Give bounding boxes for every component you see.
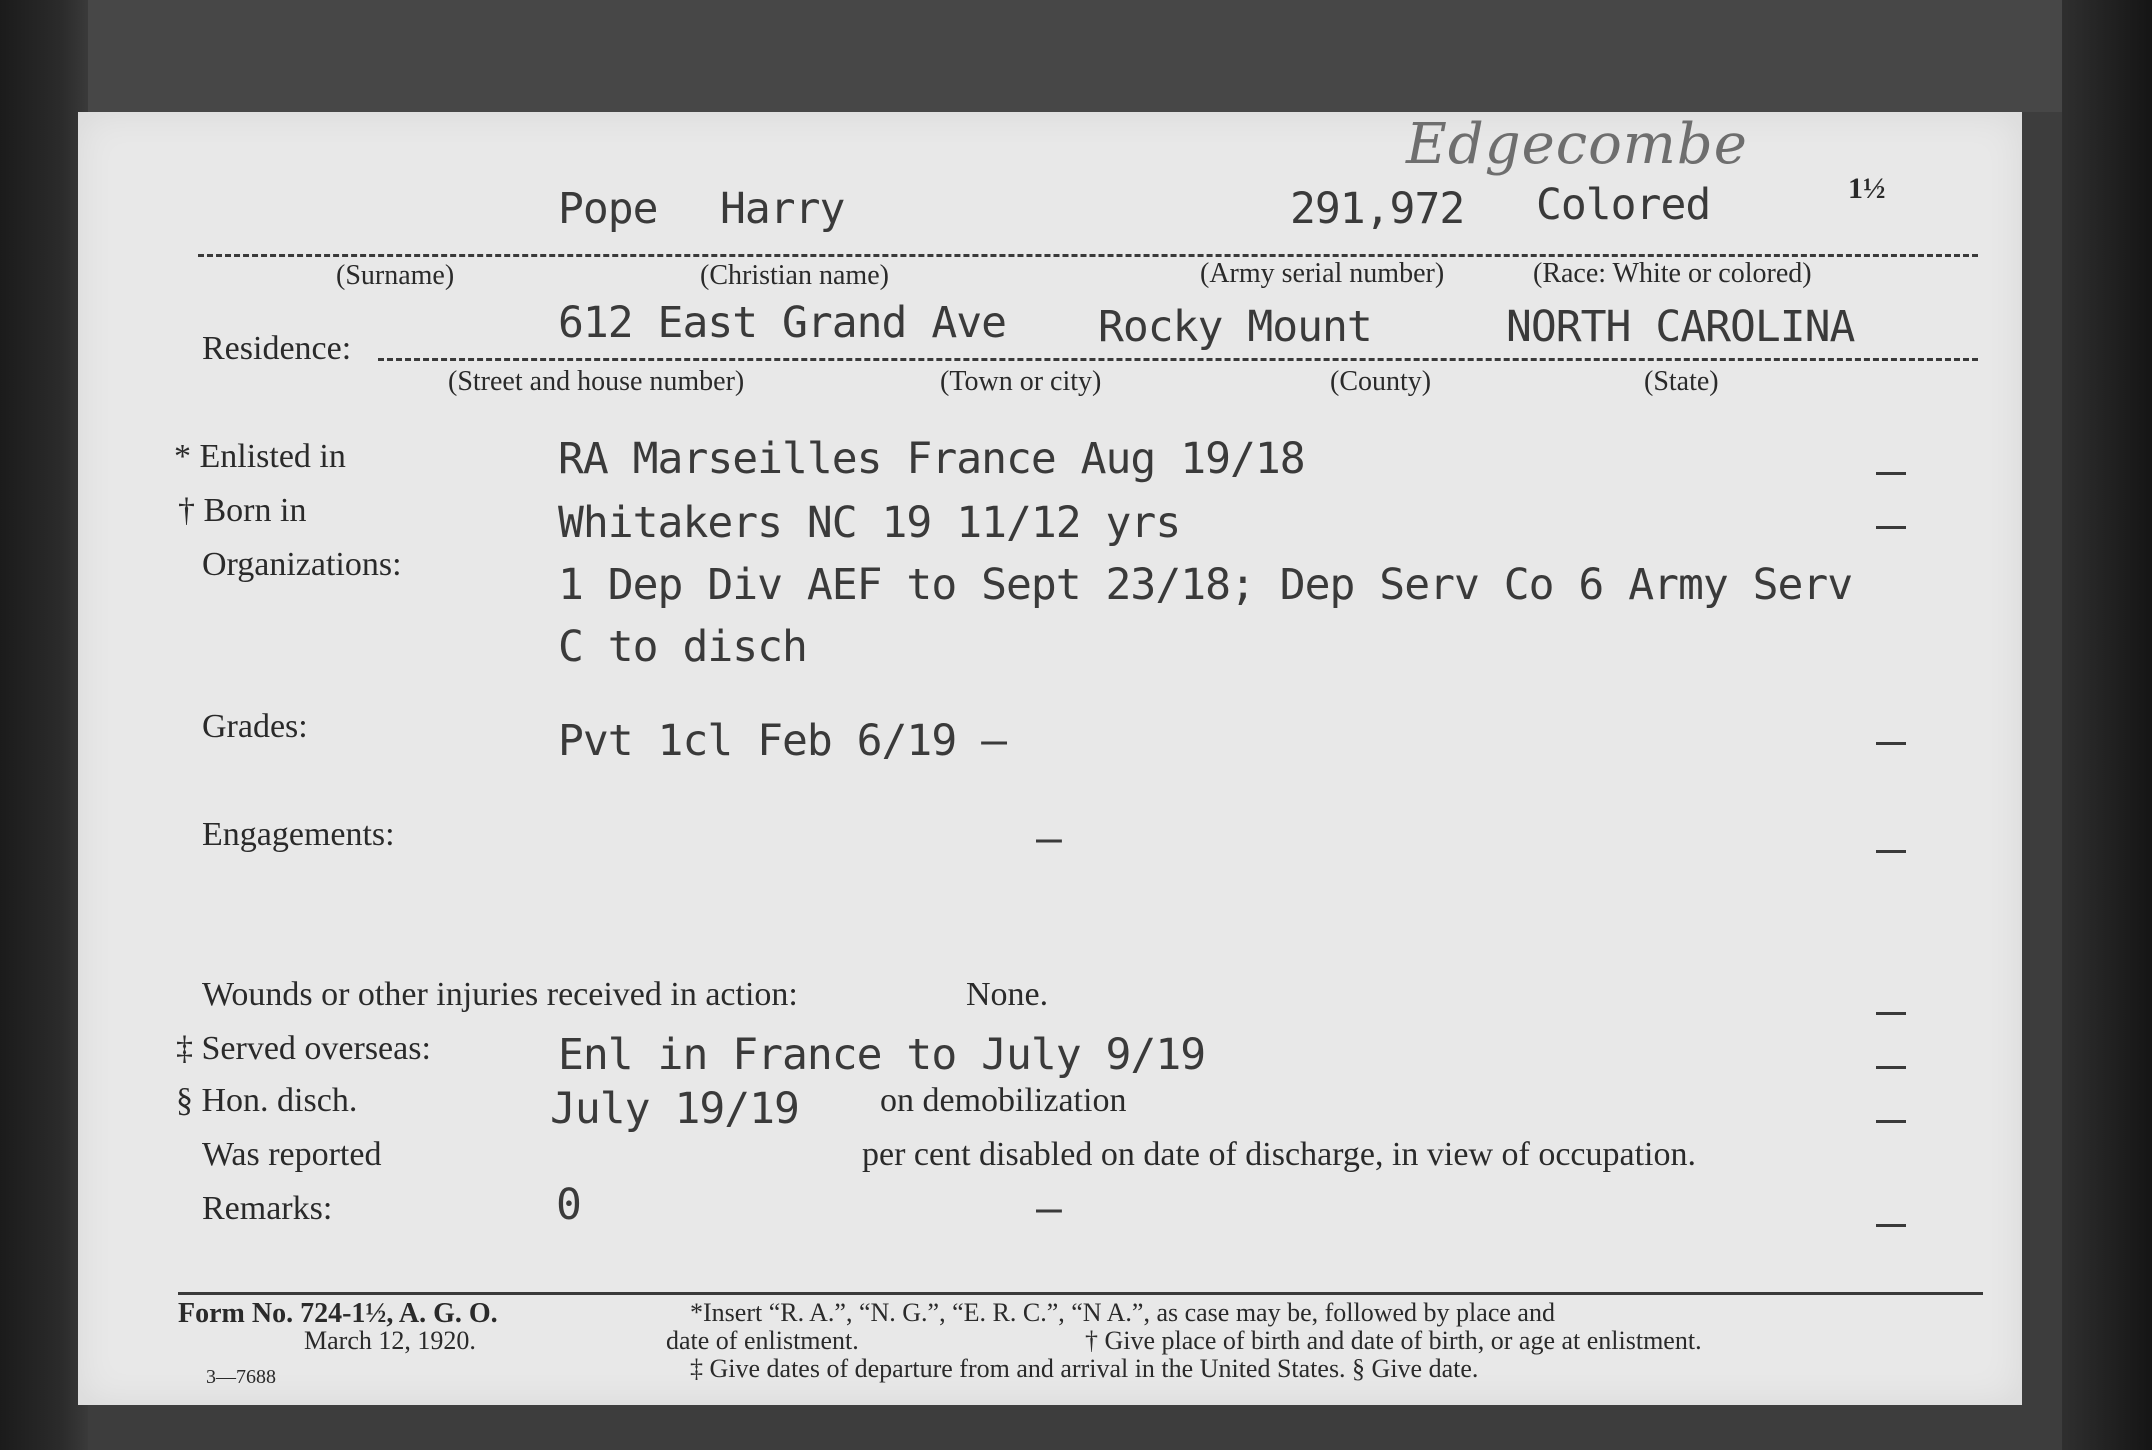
disch-value: July 19/19 <box>550 1084 799 1134</box>
wounds-value: None. <box>966 976 1049 1013</box>
disch-dash <box>1876 1120 1906 1123</box>
residence-label: Residence: <box>202 330 352 367</box>
disch-label: § Hon. disch. <box>176 1082 358 1119</box>
street-caption: (Street and house number) <box>448 366 745 397</box>
state-caption: (State) <box>1644 366 1719 397</box>
wounds-dash <box>1876 1012 1906 1015</box>
engagements-value: – <box>1036 814 1061 864</box>
form-number: Form No. 724-1½, A. G. O. <box>178 1298 498 1329</box>
residence-street: 612 East Grand Ave <box>558 298 1006 348</box>
scanner-background-right <box>2062 0 2152 1450</box>
footnote-line2-b: † Give place of birth and date of birth, or age at enlistment. <box>1085 1326 1702 1355</box>
serial-number-value: 291,972 <box>1290 184 1465 234</box>
remarks-value: – <box>1036 1184 1061 1234</box>
page-mark: 1½ <box>1848 172 1886 205</box>
organizations-line2: C to disch <box>558 622 807 672</box>
engagements-label: Engagements: <box>202 816 395 853</box>
service-record-card <box>78 112 2022 1405</box>
born-value: Whitakers NC 19 11/12 yrs <box>558 498 1181 548</box>
serial-caption: (Army serial number) <box>1200 258 1445 289</box>
scanner-background-top <box>0 0 2152 112</box>
race-caption: (Race: White or colored) <box>1533 258 1812 289</box>
wounds-label: Wounds or other injuries received in action: <box>202 976 798 1013</box>
born-dash <box>1876 526 1906 529</box>
engagements-dash <box>1876 850 1906 853</box>
surname-value: Pope <box>558 184 658 234</box>
christian-name-value: Harry <box>720 184 845 234</box>
organizations-line1: 1 Dep Div AEF to Sept 23/18; Dep Serv Co 6 Army Serv <box>558 560 1853 610</box>
reported-suffix: per cent disabled on date of discharge, in view of occupation. <box>862 1136 1696 1173</box>
footnote-line3: ‡ Give dates of departure from and arrival in the United States. § Give date. <box>690 1354 1479 1383</box>
remarks-dash <box>1876 1224 1906 1227</box>
name-dotted-line <box>198 254 1978 257</box>
christian-name-caption: (Christian name) <box>700 260 889 291</box>
town-caption: (Town or city) <box>940 366 1102 397</box>
footnote-line2-a: date of enlistment. <box>666 1326 859 1355</box>
grades-label: Grades: <box>202 708 308 745</box>
enlisted-value: RA Marseilles France Aug 19/18 <box>558 434 1305 484</box>
county-handwritten: Edgecombe <box>1406 112 1748 177</box>
organizations-label: Organizations: <box>202 546 402 583</box>
scanner-background-left <box>0 0 88 1450</box>
footer-rule <box>178 1292 1983 1295</box>
reported-value: 0 <box>556 1180 581 1230</box>
remarks-label: Remarks: <box>202 1190 333 1227</box>
disch-suffix: on demobilization <box>880 1082 1127 1119</box>
overseas-dash <box>1876 1066 1906 1069</box>
enlisted-dash <box>1876 472 1906 475</box>
residence-town: Rocky Mount <box>1098 302 1372 352</box>
grades-value: Pvt 1cl Feb 6/19 – <box>558 716 1006 766</box>
enlisted-label: * Enlisted in <box>174 438 346 475</box>
form-date: March 12, 1920. <box>304 1326 476 1355</box>
race-value: Colored <box>1536 180 1711 230</box>
born-label: † Born in <box>178 492 307 529</box>
residence-dotted-line <box>378 358 1978 361</box>
county-caption: (County) <box>1330 366 1432 397</box>
surname-caption: (Surname) <box>336 260 455 291</box>
stock-number: 3—7688 <box>206 1366 276 1388</box>
overseas-value: Enl in France to July 9/19 <box>558 1030 1206 1080</box>
residence-state: NORTH CAROLINA <box>1506 302 1855 352</box>
reported-label: Was reported <box>202 1136 382 1173</box>
grades-dash <box>1876 742 1906 745</box>
footnote-line1: *Insert “R. A.”, “N. G.”, “E. R. C.”, “N A.”, as case may be, followed by place and <box>690 1298 1555 1327</box>
overseas-label: ‡ Served overseas: <box>176 1030 431 1067</box>
